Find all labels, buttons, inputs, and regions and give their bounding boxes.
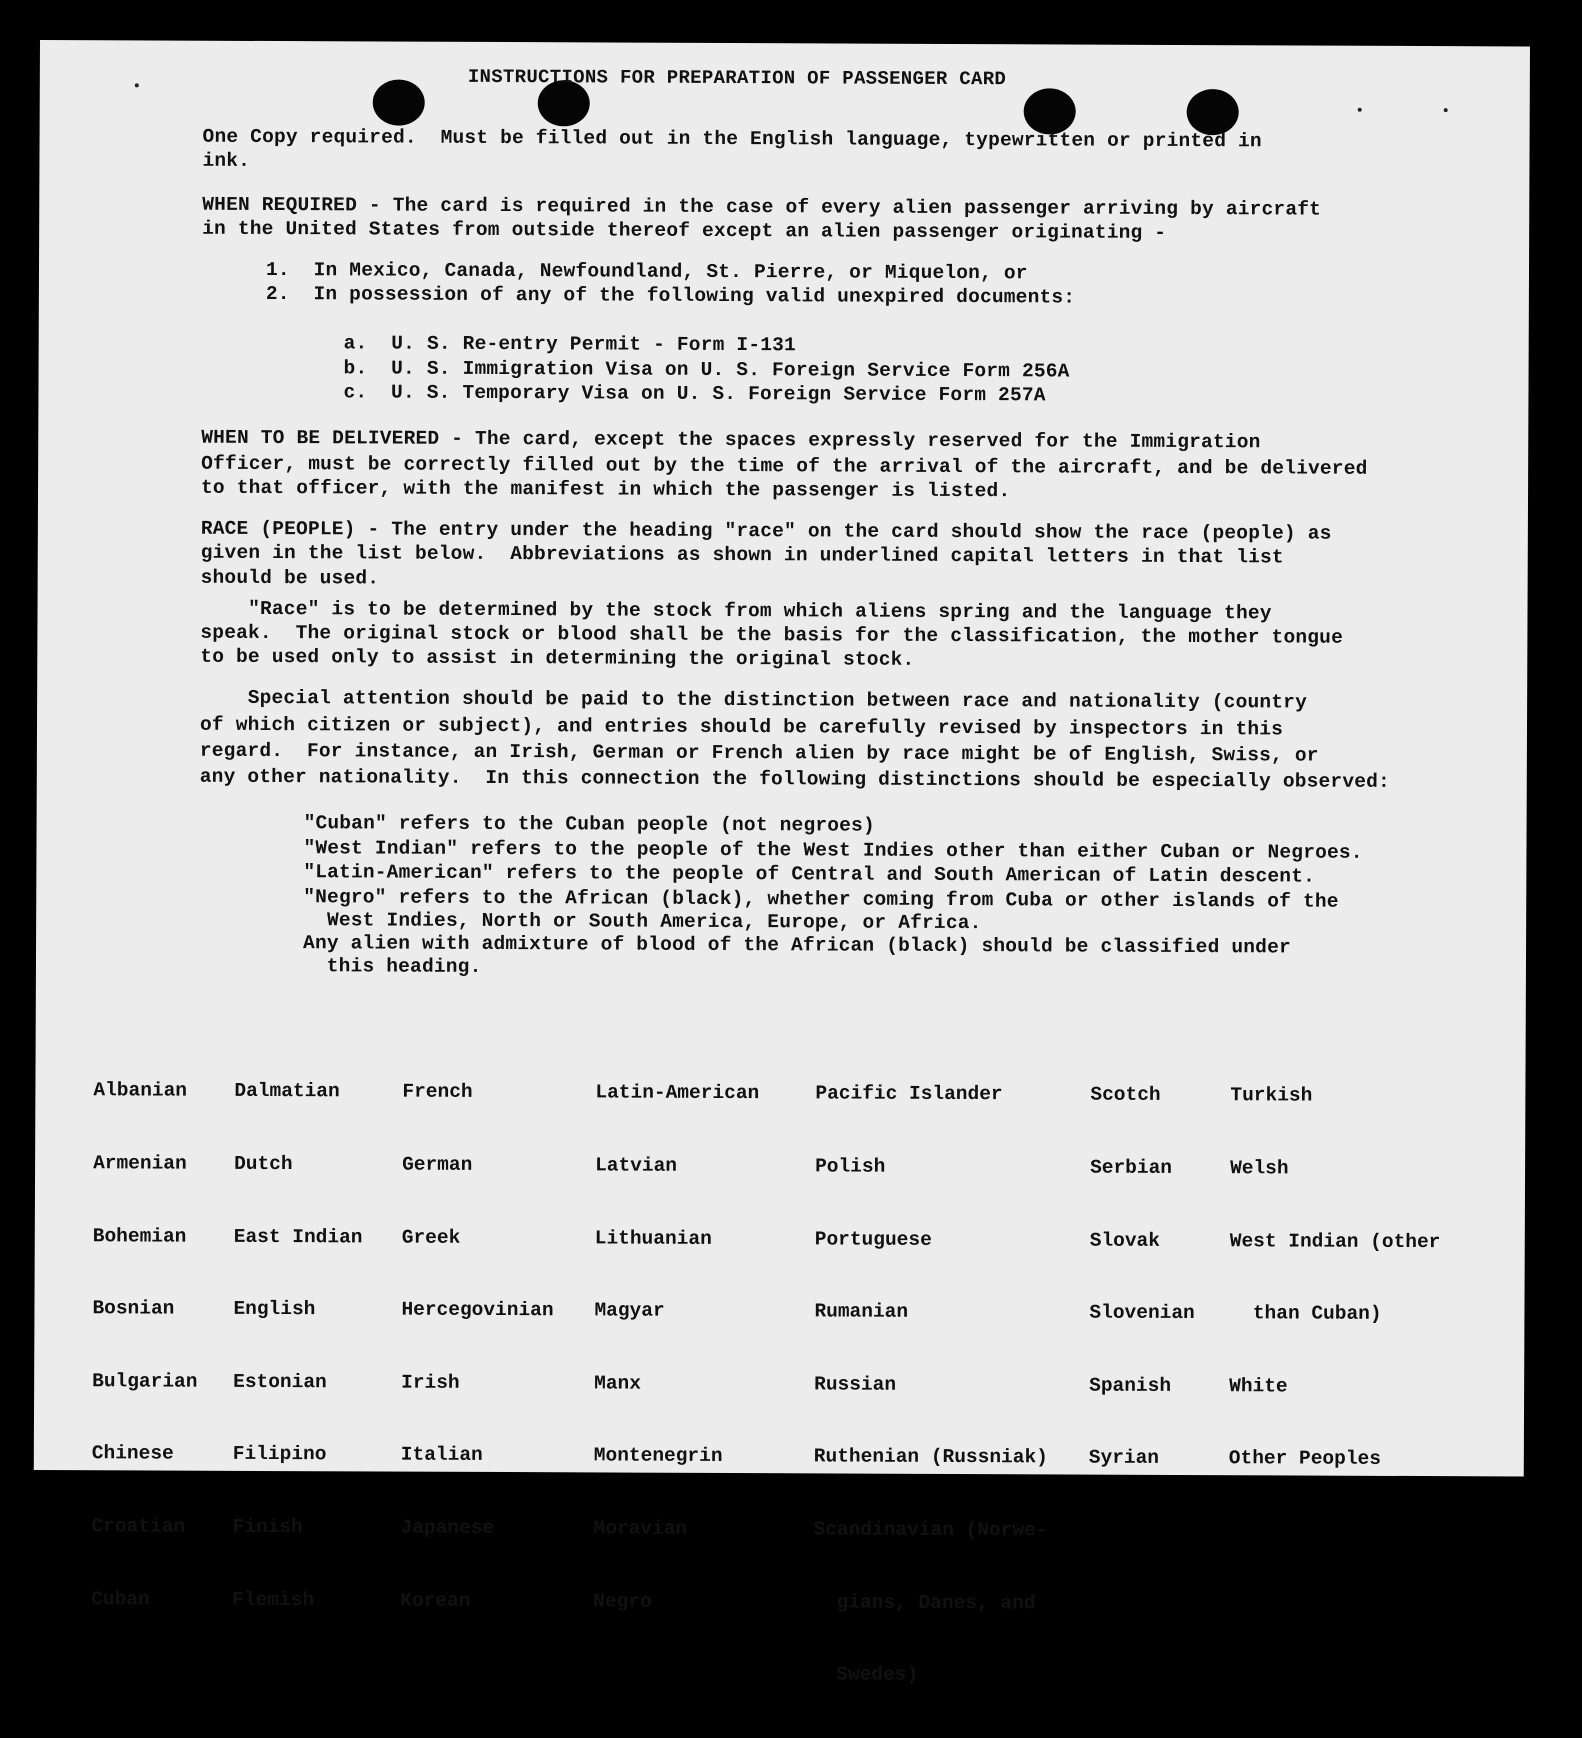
race-entry: than Cuban) xyxy=(1229,1302,1382,1326)
race-entry: Montenegrin xyxy=(593,1444,723,1468)
race-entry: Armenian xyxy=(93,1152,187,1175)
races-column xyxy=(593,1032,760,1662)
races-column xyxy=(1229,1035,1442,1520)
distinction-line: this heading. xyxy=(302,955,482,978)
distinction-line: West Indies, North or South America, Europe, or Africa. xyxy=(303,909,982,935)
race-entry: East Indian xyxy=(233,1225,363,1249)
speck xyxy=(1444,108,1448,112)
race-entry: Irish xyxy=(401,1371,460,1394)
sub-list-item: b. U. S. Immigration Visa on U. S. Foreign Service Form 256A xyxy=(343,357,1070,383)
race-entry: Swedes) xyxy=(812,1663,919,1687)
race-entry: Pacific Islander xyxy=(815,1082,1003,1106)
race-entry: Scotch xyxy=(1090,1083,1161,1107)
race-entry: Moravian xyxy=(593,1517,688,1540)
race-determined-line: speak. The original stock or blood shall be the basis for the classification, the mother tongue xyxy=(200,621,1344,649)
race-entry: Other Peoples xyxy=(1228,1447,1381,1471)
race-entry: Turkish xyxy=(1230,1084,1313,1107)
race-entry: French xyxy=(402,1080,473,1104)
race-entry: Slovak xyxy=(1089,1229,1161,1252)
race-entry: Bohemian xyxy=(92,1224,187,1248)
special-attention-line: of which citizen or subject), and entries should be carefully revised by inspectors in this xyxy=(199,713,1284,741)
when-delivered-line: to that officer, with the manifest in which the passenger is listed. xyxy=(201,476,1011,503)
race-entry: Syrian xyxy=(1088,1446,1160,1470)
race-entry: Latin-American xyxy=(595,1081,760,1105)
distinction-line: "Latin-American" refers to the people of Central and South American of Latin descent. xyxy=(303,861,1316,888)
race-entry: Rumanian xyxy=(814,1300,909,1323)
race-line: should be used. xyxy=(200,566,380,590)
speck xyxy=(135,83,139,87)
punch-hole xyxy=(373,79,425,125)
sub-list-item: a. U. S. Re-entry Permit - Form I-131 xyxy=(343,332,797,357)
race-entry: Bulgarian xyxy=(92,1370,198,1393)
intro-line: ink. xyxy=(202,149,251,172)
when-delivered-line: Officer, must be correctly filled out by the time of the arrival of the aircraft, and be delivered xyxy=(201,452,1368,480)
race-entry: Ruthenian (Russniak) xyxy=(813,1445,1048,1469)
distinction-line: "Cuban" refers to the Cuban people (not negroes) xyxy=(303,812,875,837)
when-required-line: WHEN REQUIRED - The card is required in the case of every alien passenger arriving by aircraft xyxy=(202,193,1322,221)
sub-list-item: c. U. S. Temporary Visa on U. S. Foreign Service Form 257A xyxy=(343,381,1046,407)
race-entry: Magyar xyxy=(594,1299,665,1322)
race-entry: gians, Danes, and xyxy=(813,1590,1036,1614)
race-determined-line: "Race" is to be determined by the stock from which aliens spring and the language they xyxy=(200,597,1272,625)
race-line: given in the list below. Abbreviations as shown in underlined capital letters in that list xyxy=(200,541,1284,569)
special-attention-line: Special attention should be paid to the distinction between race and nationality (country xyxy=(200,686,1308,714)
race-entry: Finish xyxy=(232,1515,303,1539)
race-entry: Chinese xyxy=(91,1442,174,1465)
race-entry: Korean xyxy=(400,1589,471,1612)
race-entry: English xyxy=(233,1298,316,1321)
race-entry: Flemish xyxy=(232,1588,315,1611)
distinction-line: "West Indian" refers to the people of the West Indies other than either Cuban or Negroes. xyxy=(303,837,1363,864)
race-entry: Negro xyxy=(593,1589,652,1613)
race-entry: Scandinavian (Norwe- xyxy=(813,1518,1048,1542)
race-entry: Welsh xyxy=(1230,1157,1289,1180)
special-attention-line: regard. For instance, an Irish, German or French alien by race might be of English, Swiss, or xyxy=(199,739,1319,767)
distinction-line: Any alien with admixture of blood of the African (black) should be classified under xyxy=(303,932,1291,959)
race-entry: Lithuanian xyxy=(594,1227,712,1250)
races-column xyxy=(91,1030,199,1660)
when-required-line: in the United States from outside thereof except an alien passenger originating - xyxy=(202,217,1167,244)
race-entry: Japanese xyxy=(400,1516,495,1539)
race-entry: Spanish xyxy=(1089,1374,1172,1397)
race-determined-line: to be used only to assist in determining the original stock. xyxy=(200,645,915,671)
race-entry: Hercegovinian xyxy=(401,1298,554,1322)
page-title: INSTRUCTIONS FOR PREPARATION OF PASSENGER CARD xyxy=(467,65,1007,91)
race-entry: Filipino xyxy=(232,1443,327,1466)
races-column xyxy=(813,1033,1050,1736)
race-entry: Polish xyxy=(815,1155,886,1178)
race-entry: Italian xyxy=(400,1443,483,1467)
race-line: RACE (PEOPLE) - The entry under the heading "race" on the card should show the race (people) as xyxy=(200,517,1332,545)
document-page xyxy=(34,40,1530,1687)
races-column xyxy=(1089,1035,1196,1519)
race-entry: Cuban xyxy=(91,1587,150,1611)
race-entry: Manx xyxy=(594,1372,642,1395)
list-item: 1. In Mexico, Canada, Newfoundland, St. Pierre, or Miquelon, or xyxy=(265,258,1028,285)
race-entry: Russian xyxy=(814,1373,897,1396)
when-delivered-line: WHEN TO BE DELIVERED - The card, except the spaces expressly reserved for the Immigration xyxy=(201,426,1261,454)
race-entry: Greek xyxy=(401,1226,461,1249)
race-entry: Croatian xyxy=(91,1515,186,1538)
race-entry: Portuguese xyxy=(814,1227,932,1251)
race-entry: Latvian xyxy=(595,1154,678,1177)
race-entry: Bosnian xyxy=(92,1297,175,1320)
race-entry: Dalmatian xyxy=(234,1080,340,1103)
race-entry: White xyxy=(1229,1374,1288,1398)
race-entry: Dutch xyxy=(234,1152,293,1176)
intro-line: One Copy required. Must be filled out in the English language, typewritten or printed in xyxy=(202,125,1262,153)
race-entry: Estonian xyxy=(233,1370,327,1394)
race-entry: Albanian xyxy=(93,1079,188,1103)
distinction-line: "Negro" refers to the African (black), whether coming from Cuba or other islands of the xyxy=(303,886,1339,913)
race-entry: West Indian (other xyxy=(1229,1229,1441,1253)
special-attention-line: any other nationality. In this connection the following distinctions should be especially observed: xyxy=(199,765,1391,793)
race-entry: Slovenian xyxy=(1089,1301,1195,1325)
race-entry: Serbian xyxy=(1090,1156,1173,1179)
speck xyxy=(1358,108,1362,112)
list-item: 2. In possession of any of the following valid unexpired documents: xyxy=(265,282,1076,309)
races-column xyxy=(400,1032,555,1662)
race-entry: German xyxy=(402,1153,473,1176)
races-column xyxy=(232,1031,363,1661)
